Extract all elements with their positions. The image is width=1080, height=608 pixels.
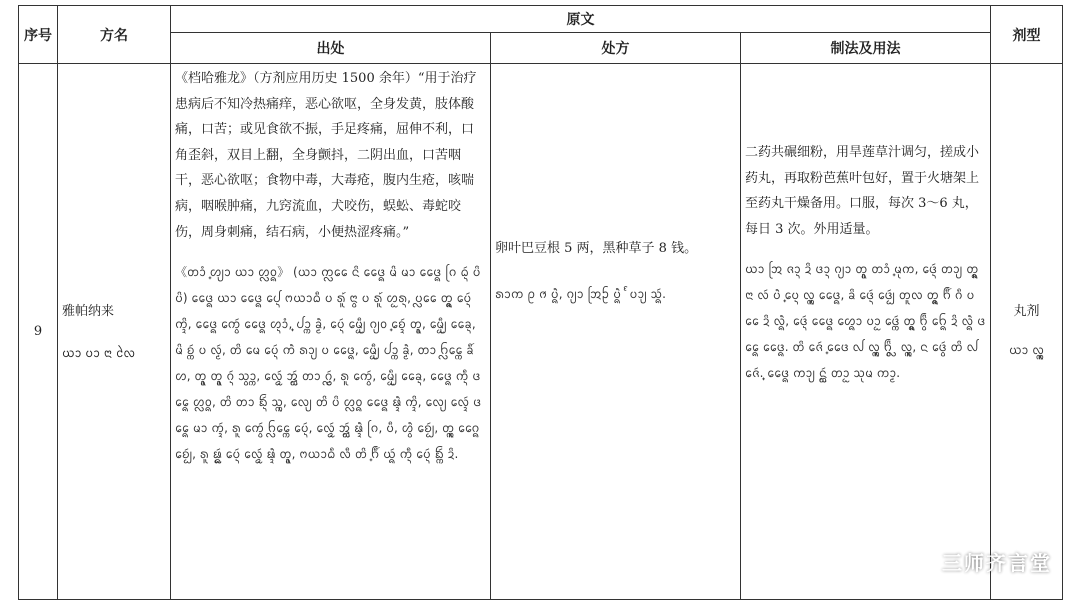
header-prescription: 处方: [491, 33, 741, 64]
method-zh: 二药共碾细粉，用旱莲草汁调匀，搓成小药丸，再取粉芭蕉叶包好，置于火塘架上至药丸干燥备用。口服，每次 3～6 丸，每日 3 次。外用适量。: [745, 145, 980, 237]
source-dai: 《ᨲᩣ᩠ᩴ ᩉ᩠ᨿᩣ ᨿᩣ ᩉᩖᩅ᩠ᨦ》 (ᨿᩣ ᨠᩖᩯ ᨶᩦ ᨴᩯ᩠ᨦ ᨾᩦ ᨾᩣ ᨴᩯ᩠ᨦ ᨣᩕ ᨵᩢ᩠ᨶ ᨷᩦ ᨷᩦ) ᨴᩯ᩠ᨦ ᨿᩣ ᨴᩯ᩠ᨦ ᨸᩮ᩠ᨶ ᨻᨿᩣᨵᩥ ᨷ ᩁᩪ᩶ ᨶᩣ᩠ᩅ ᨷ ᩁᩪ᩶ ᩉᩬᩁ᩠ᨶ, ᨷᩖᩯ ᨲᩪ᩠ᨦ ᨷᩮᩢ᩠ᨶ ᨠᩦ᩠ᨯ, ᨴᩯ᩠ᨦ ᨠᩮᩢ᩠ᩅ ᨴᩯ᩠ᨦ ᩉ᩠ᨶᩣ᩠ᩴ, ᨸᩣ᩠ᨠ ᨡᩫ᩠ᨾ, ᨷᩮᩢ᩠ᨶ ᨾᩮ᩠ᩋᩥ᩠ᨿ ᨣ᩠ᨿᩅ᩠ ᨧᩮᩢ᩠ᨯ ᨲᩪ᩠ᩅ, ᨾᩮ᩠ᩋᩥ᩠ᨿ ᨡᩯ᩠ᨶ, ᨾᩦ ᨧᩢ᩠ᨠ ᨷ ᩃᩢ᩠ᨾ, ᨲᩦ ᨾᩮ ᨷᩮᩢ᩠ᨶ ᨠᩫ ᩁᩣ᩠ᨿ ᨷ ᨴᩯ᩠ᨦ, ᨾᩮ᩠ᩋᩥ᩠ᨿ ᨸᩣ᩠ᨠ ᨡᩫ᩠ᨾ, ᨲᩣ ᨤᩖᩯ᩠ᨠ ᨡᩧ᩶ᩉ, ᨲᩪ᩠ᩅ ᨲᩪ᩠ᩅ ᨣᩢ᩠ᨶ ᩈ᩠ᩅᩣ᩠ᨠ, ᩃᩮᩬᩢ᩠ᨯ ᩋᩬᩢ᩠ᨠ ᨲᩣ ᨣᩖᩢ᩠ᨾ, ᩁᩪ ᨠᩮᩢ᩠ᩅ, ᨾᩮ᩠ᩋᩥ᩠ᨿ ᨡᩯ᩠ᨶ, ᨴᩯ᩠ᨦ ᨠᩥ᩠ᨶ ᨴᩯ᩠ᨦ ᩉᩖᩅ᩠ᨦ, ᨲᩦ ᨲᩣ ᨺᩢ᩠ᨶ ᩈᩩ᩠ᨠ, ᩃᩮ᩠ᨿ ᨲᩦ ᨷᩦ ᩉᩖᩅ᩠ᨦ ᨴᩯ᩠ᨦ ᨹᩫ᩠ᨯ ᨠᩦ᩠ᨯ, ᩃᩮ᩠ᨿ ᩃᩮᩢ᩠ᨯ ᨴᩯ᩠ᨦ ᨾᩣ ᨠᩢ᩠ᨯ, ᩁᩪ ᨠᩮᩢ᩠ᩅ ᨤᩖᩯ᩠ᨠ ᨷᩮᩢ᩠ᨶ, ᩃᩮᩬᩢ᩠ᨯ ᩋᩬᩢ᩠ᨠ ᨹᩫ᩠ᨯ ᨣᩕ, ᨷᩥ, ᩉᩫ᩠ᩅ ᨧᩮᩢ᩠ᨷ, ᨲᩪ᩠ᨠ ᨣᩯ᩠ᨦ ᨧᩮᩢ᩠ᨷ, ᩁᩪ ᨹᩬᩢ᩠ᨦ ᨷᩮᩢ᩠ᨶ ᩃᩮᩬᩢ᩠ᨯ ᨹᩫ᩠ᨯ ᨲᩪ᩠ᩅ, ᨻᨿᩣᨵᩥ ᩃᩥ ᨲᩦ᩠ ᨤᩥ᩶ ᨿᩢ᩠ᨦ ᨠᩥ᩠ᨶ ᨷᩮᩢ᩠ᨶ ᨺᩢ᩠ᨠ ᨯᩦ.: [175, 265, 482, 462]
form-dai: ᨿᩣ ᩃᩪ᩠ᨠ: [1008, 343, 1045, 357]
watermark-text: 三师齐言堂: [942, 551, 1052, 575]
method-cell: [741, 64, 991, 600]
form-cell: [991, 64, 1063, 600]
table-row: [19, 64, 1063, 600]
form-zh: 丸剂: [1013, 304, 1040, 319]
wechat-icon: [902, 550, 936, 574]
prescription-cell: [491, 64, 741, 600]
watermark: [902, 547, 1052, 576]
header-source: 出处: [171, 33, 491, 64]
name-zh: 雅帕纳来: [62, 303, 115, 319]
header-method: 制法及用法: [741, 33, 991, 64]
seq-cell: 9: [19, 64, 58, 600]
prescription-zh: 卵叶巴豆根 5 两，黑种草子 8 钱。: [495, 240, 698, 256]
name-dai: ᨿᩣ ᨷᩣ ᨶᩣ ᩃᩱ: [62, 345, 136, 360]
source-zh: 《档哈雅龙》（方剂应用历史 1500 余年）“用于治疗患病后不知冷热痛痒，恶心欲呕，全身发黄，肢体酸痛，口苦；或见食欲不振，手足疼痛，屈伸不利，口角歪斜，双目上翻，全身颤抖，二阴出血，口苦咽干，恶心欲呕；食物中毒，大毒疮，腹内生疮，咳喘病，咽喉肿痛，九窍流血，犬咬伤，蜈蚣、毒蛇咬伤，周身刺痛，结石病，小便热涩疼痛。”: [175, 71, 477, 240]
header-seq: 序号: [19, 6, 58, 64]
formula-table: [18, 5, 1063, 600]
name-cell: [58, 64, 171, 600]
header-original: 原文: [171, 6, 991, 33]
header-form: 剂型: [991, 6, 1063, 64]
source-cell: [171, 64, 491, 600]
prescription-dai: ᩁᩣᨠ ᩑ ᩆ ᨷᩫ᩠ᨦ, ᨣ᩠ᨿᩣ ᩒᩐ ᨷᩫ᩠ᨦ ᩘ ᨷᩣ᩠ᨿ ᩈᩢ᩠ᨦ.: [495, 286, 666, 301]
method-dai: ᨿᩣ ᩒ ᨩᩣ᩠ᨶ ᨯᩦ ᨴᩣ᩠ᨶ ᨣ᩠ᨿᩣ ᨲᩪ᩠ᩅ ᨲᩣ᩠ᩴ ᨾᩩᨠ, ᨴᩮᩢ᩠ᨶ ᨲᩣ᩠ᨿ ᨲᩪ᩠ᨦ ᨶᩣ ᩃᩢ ᨷᩫ᩠ ᨷᩮ᩠ᨶ ᩃᩪ᩠ᨠ ᨴᩯ᩠ᨦ, ᨡᩦ ᨴᩮᩢ᩠ᨶ ᨴᩮᩢ᩠ᨷ ᨲᩪᩃ ᨲᩪ᩠ᨦ ᨤᩥ᩶ ᨣᩥ ᨷᩯ ᨯᩦ ᩃᩫ᩠ᨦ, ᨴᩮᩢ᩠ᨶ ᨴᩯ᩠ᨦ ᩉᩮ᩠ᨦᩣ ᨷᩣ᩠ᩋ ᨴᩮᩢ᩠ᨠ ᨲᩪ᩠ᨦ ᨤᩦ᩠ᩅ ᨤᩮ᩠ᨦ ᨯᩦ ᩃᩫ᩠ᨦ ᨴᩯ᩠ᨦ ᨴᩯ᩠ᨦ. ᨲᩦ ᨩᩮᩢ᩠ ᨴᩯ ᩓ ᩃᩪ᩠ᨠ ᨤᩦ᩠ᩅ ᩖ ᩃᩪ᩠ᨠ, ᨶ ᨴᩮᩢ᩠ᩅ ᨲᩦ ᩓ ᨩᩮᩢ᩠. ᨴᩯ᩠ᨦ ᨠᩣ᩠ᨿ ᨶᩬᩢ᩠ᨠ ᨲᩣ᩠ᩋ ᩈᩩᨾ ᨠᩣ᩠ᨾ.: [745, 262, 986, 381]
header-name: 方名: [58, 6, 171, 64]
